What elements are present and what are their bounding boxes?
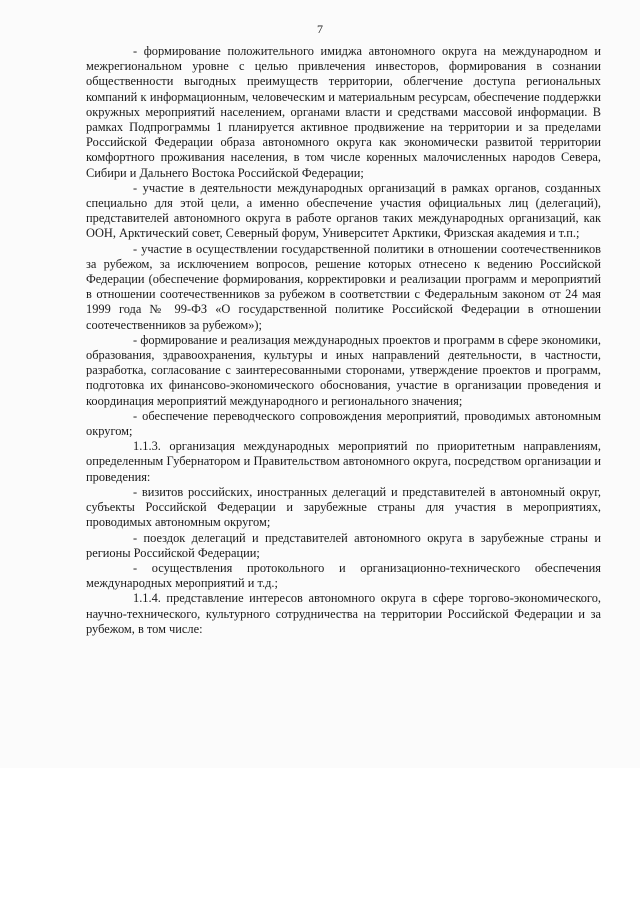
- paragraph: - формирование положительного имиджа автономного округа на международном и межрегиональном уровне с целью привлечения инвесторов, формирования в сознании общественности выгодных преимуществ территории, облегчение доступа региональных компаний к информационным, человеческим и материальным ресурсам, обеспечение поддержки окружных мероприятий населением, органами власти и средствами массовой информации. В рамках Подпрограммы 1 планируется активное продвижение на территории и за пределами Российской Федерации образа автономного округа как экономически развитой территории комфортного проживания населения, в том числе коренных малочисленных народов Севера, Сибири и Дальнего Востока Российской Федерации;: [86, 44, 601, 180]
- blank-area: [0, 768, 640, 905]
- paragraph: - обеспечение переводческого сопровождения мероприятий, проводимых автономным округом;: [86, 408, 601, 439]
- paragraph: - поездок делегаций и представителей автономного округа в зарубежные страны и регионы Российской Федерации;: [86, 530, 601, 560]
- paragraph: 1.1.4. представление интересов автономного округа в сфере торгово-экономического, научно-технического, культурного сотрудничества на территории Российской Федерации и за рубежом, в том числе:: [86, 591, 601, 636]
- paragraph: 1.1.3. организация международных мероприятий по приоритетным направлениям, определенным Губернатором и Правительством автономного округа, посредством организации и проведения:: [86, 439, 601, 484]
- paragraph: - участие в деятельности международных организаций в рамках органов, созданных специально для этой цели, а именно обеспечение участия официальных лиц (делегаций), представителей автономного округа в работе органов таких международных организаций, как ООН, Арктический совет, Северный форум, Университет Арктики, Фризская академия и т.п.;: [86, 180, 601, 241]
- paragraph: - визитов российских, иностранных делегаций и представителей в автономный округ, субъекты Российской Федерации и зарубежные страны для участия в мероприятиях, проводимых автономным округом;: [86, 484, 601, 530]
- document-body: [86, 44, 601, 637]
- page-number: 7: [317, 22, 323, 36]
- paragraph: - участие в осуществлении государственной политики в отношении соотечественников за рубежом, за исключением вопросов, решение которых отнесено к ведению Российской Федерации (обеспечение формирования, корректировки и реализации программ и мероприятий в отношении соотечественников за рубежом в соответствии с Федеральным законом от 24 мая 1999 года № 99-ФЗ «О государственной политике Российской Федерации в отношении соотечественников за рубежом»);: [86, 241, 601, 332]
- paragraph: - осуществления протокольного и организационно-технического обеспечения международных мероприятий и т.д.;: [86, 560, 601, 591]
- paragraph: - формирование и реализация международных проектов и программ в сфере экономики, образования, здравоохранения, культуры и иных направлений деятельности, в частности, разработка, согласование с заинтересованными сторонами, утверждение проектов и программ, подготовка их финансово-экономического обоснования, участие в организации проведения и координация мероприятий международного и регионального значения;: [86, 332, 601, 408]
